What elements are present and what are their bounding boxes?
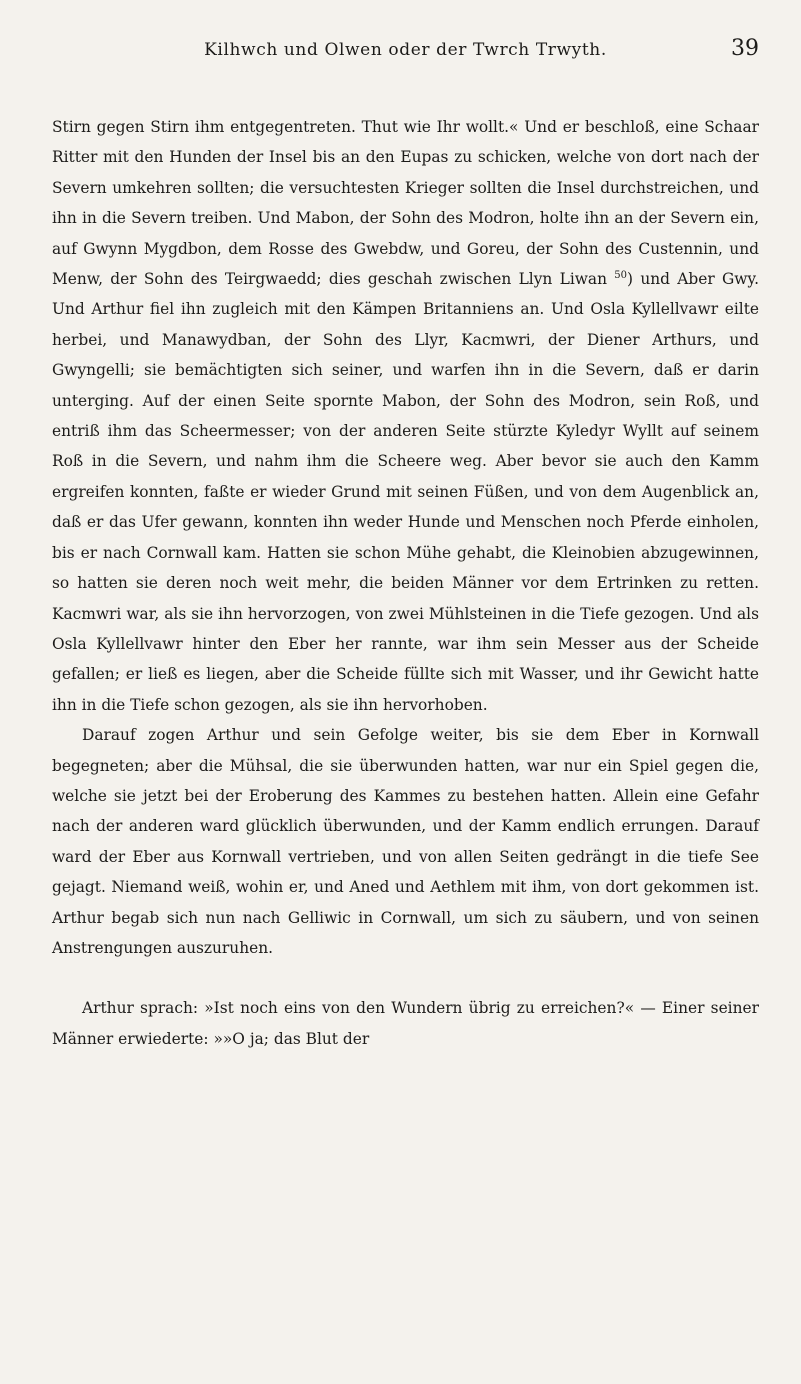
footnote-reference: 50 <box>614 269 628 281</box>
paragraph-1: Stirn gegen Stirn ihm entgegentreten. Thut wie Ihr wollt.« Und er beschloß, eine Schaar Ritter mit den Hunden der Insel bis an den Eupas zu schicken, welche von dort nach der Severn umkehren sollten; die versuchtesten Krieger sollten die Insel durchstreichen, und ihn in die Severn treiben. Und Mabon, der Sohn des Modron, holte ihn an der Severn ein, auf Gwynn Mygdbon, dem Rosse des Gwebdw, und Goreu, der Sohn des Custennin, und Menw, der Sohn des Teirgwaedd; dies geschah zwischen Llyn Liwan $^{50}$) und Aber Gwy. Und Arthur fiel ihn zugleich mit den Kämpen Britanniens an. Und Osla Kyllellvawr eilte herbei, und Manawydban, der Sohn des Llyr, Kacmwri, der Diener Arthurs, und Gwyngelli; sie bemächtigten sich seiner, und warfen ihn in die Severn, daß er darin unterging. Auf der einen Seite spornte Mabon, der Sohn des Modron, sein Roß, und entriß ihm das Scheermesser; von der anderen Seite stürzte Kyledyr Wyllt auf seinem Roß in die Severn, und nahm ihm die Scheere weg. Aber bevor sie auch den Kamm ergreifen konnten, faßte er wieder Grund mit seinen Füßen, und von dem Augenblick an, daß er das Ufer gewann, konnten ihn weder Hunde und Menschen noch Pferde einholen, bis er nach Cornwall kam. Hatten sie schon Mühe gehabt, die Kleinobien abzugewinnen, so hatten sie deren noch weit mehr, die beiden Männer vor dem Ertrinken zu retten. Kacmwri war, als sie ihn hervorzogen, von zwei Mühlsteinen in die Tiefe gezogen. Und als Osla Kyllellvawr hinter den Eber her rannte, war ihm sein Messer aus der Scheide gefallen; er ließ es liegen, aber die Scheide füllte sich mit Wasser, und ihr Gewicht hatte ihn in die Tiefe schon gezogen, als sie ihn hervorhoben. <box>52 118 759 714</box>
paragraph-2: Darauf zogen Arthur und sein Gefolge weiter, bis sie dem Eber in Kornwall begegneten; aber die Mühsal, die sie überwunden hatten, war nur ein Spiel gegen die, welche sie jetzt bei der Eroberung des Kammes zu bestehen hatten. Allein eine Gefahr nach der anderen ward glücklich überwunden, und der Kamm endlich errungen. Darauf ward der Eber aus Kornwall vertrieben, und von allen Seiten gedrängt in die tiefe See gejagt. Niemand weiß, wohin er, und Aned und Aethlem mit ihm, von dort gekommen ist. Arthur begab sich nun nach Gelliwic in Cornwall, um sich zu säubern, und von seinen Anstrengungen auszuruhen. <box>52 726 759 957</box>
paragraph-1-part-b: und Aber Gwy. Und Arthur fiel ihn zugleich mit den Kämpen Britanniens an. Und Osla Kyllellvawr eilte herbei, und Manawydban, der Sohn des Llyr, Kacmwri, der Diener Arthurs, und Gwyngelli; sie bemächtigten sich seiner, und warfen ihn in die Severn, daß er darin unterging. Auf der einen Seite spornte Mabon, der Sohn des Modron, sein Roß, und entriß ihm das Scheermesser; von der anderen Seite stürzte Kyledyr Wyllt auf seinem Roß in die Severn, und nahm ihm die Scheere weg. Aber bevor sie auch den Kamm ergreifen konnten, faßte er wieder Grund mit seinen Füßen, und von dem Augenblick an, daß er das Ufer gewann, konnten ihn weder Hunde und Menschen noch Pferde einholen, bis er nach Cornwall kam. Hatten sie schon Mühe gehabt, die Kleinobien abzugewinnen, so hatten sie deren noch weit mehr, die beiden Männer vor dem Ertrinken zu retten. Kacmwri war, als sie ihn hervorzogen, von zwei Mühlsteinen in die Tiefe gezogen. Und als Osla Kyllellvawr hinter den Eber her rannte, war ihm sein Messer aus der Scheide gefallen; er ließ es liegen, aber die Scheide füllte sich mit Wasser, und ihr Gewicht hatte ihn in die Tiefe schon gezogen, als sie ihn hervorhoben. <box>52 270 759 714</box>
page-number: 39 <box>731 36 759 61</box>
paragraph-1-part-a: Stirn gegen Stirn ihm entgegentreten. Thut wie Ihr wollt.« Und er beschloß, eine Schaar Ritter mit den Hunden der Insel bis an den Eupas zu schicken, welche von dort nach der Severn umkehren sollten; die versuchtesten Krieger sollten die Insel durchstreichen, und ihn in die Severn treiben. Und Mabon, der Sohn des Modron, holte ihn an der Severn ein, auf Gwynn Mygdbon, dem Rosse des Gwebdw, und Goreu, der Sohn des Custennin, und Menw, der Sohn des Teirgwaedd; dies geschah zwischen Llyn Liwan <box>52 118 759 289</box>
page-header <box>52 36 759 80</box>
running-title: Kilhwch und Olwen oder der Twrch Trwyth. <box>204 40 607 60</box>
body-text <box>52 112 759 1054</box>
paragraph-3: Arthur sprach: »Ist noch eins von den Wundern übrig zu erreichen?« — Einer seiner Männer erwiederte: »»O ja; das Blut der <box>52 999 759 1048</box>
